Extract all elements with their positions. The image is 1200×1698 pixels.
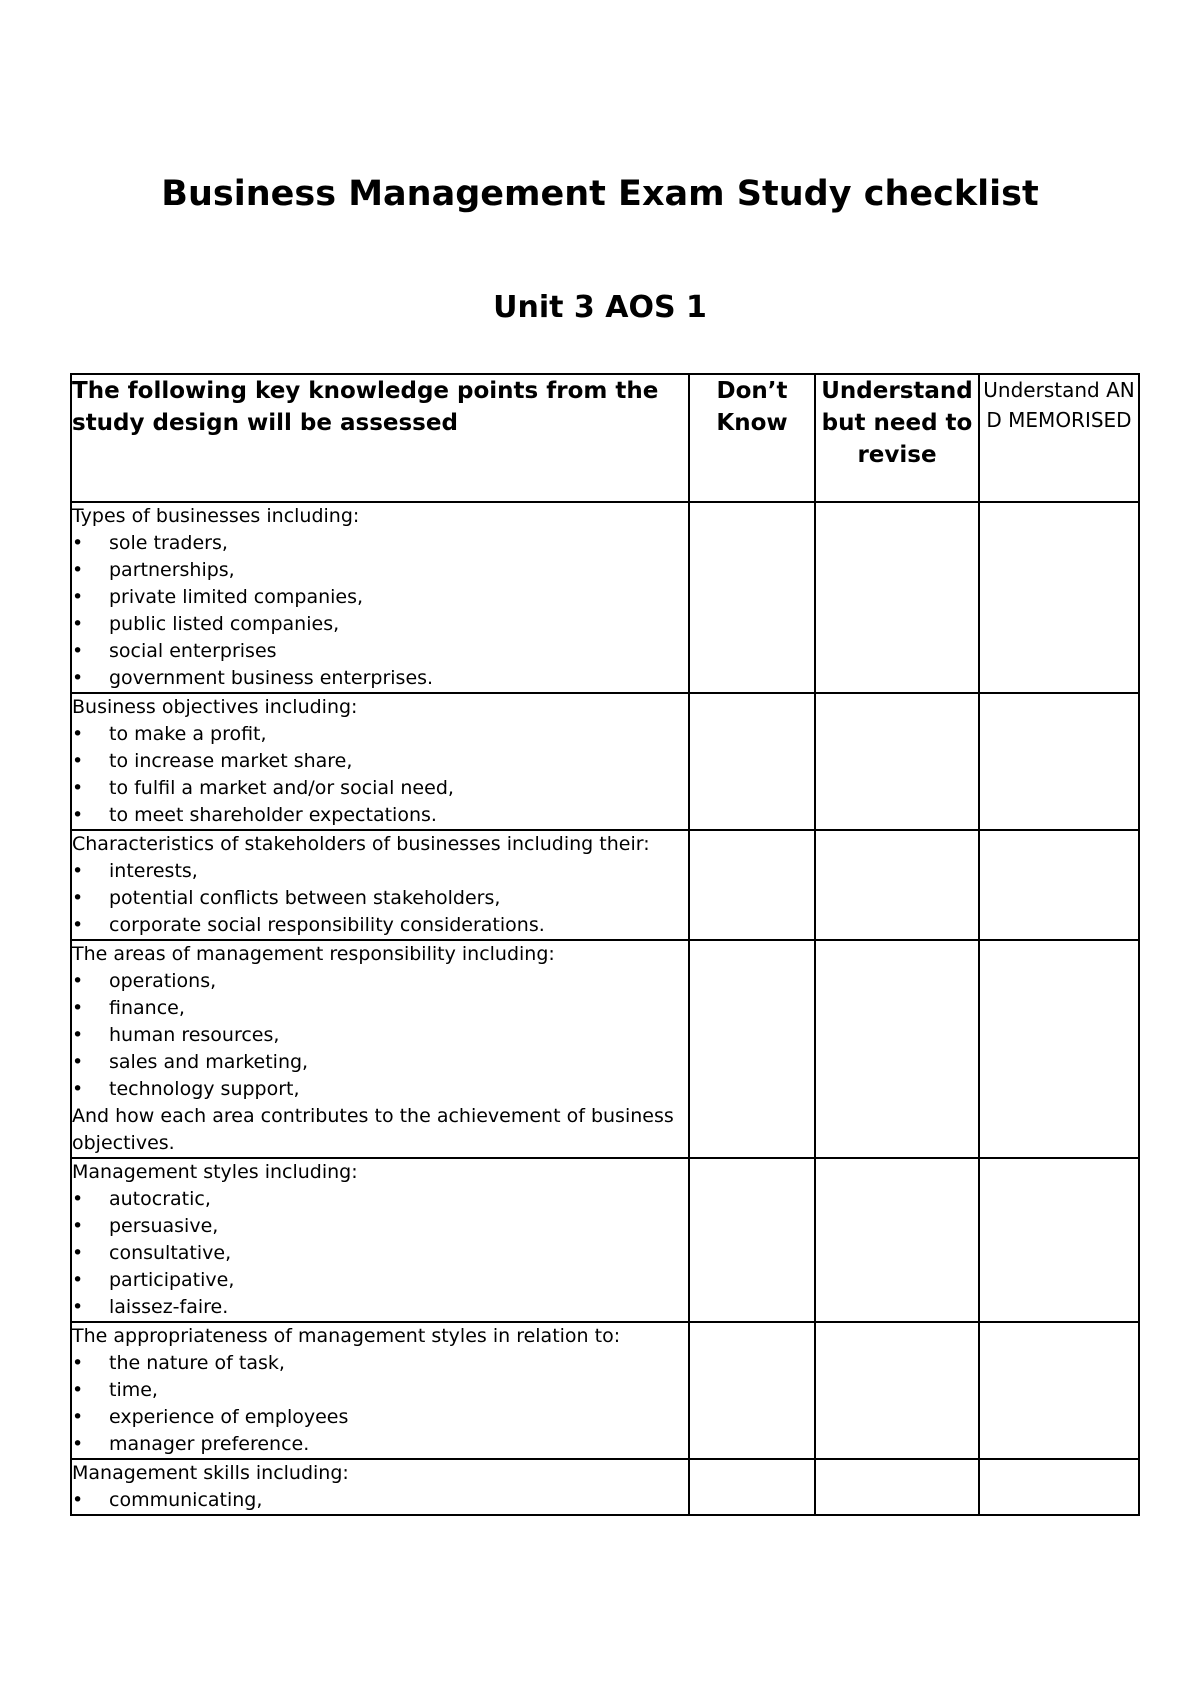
knowledge-point: • to fulfil a market and/or social need,	[72, 775, 688, 802]
topic-outro: And how each area contributes to the achievement of business objectives.	[72, 1105, 674, 1154]
knowledge-point: • social enterprises	[72, 638, 688, 665]
understand-memorised-checkbox-cell	[979, 1459, 1139, 1515]
knowledge-point-list	[72, 1350, 688, 1458]
topic-intro: The appropriateness of management styles in relation to:	[72, 1325, 621, 1347]
knowledge-point: • to increase market share,	[72, 748, 688, 775]
knowledge-point: • consultative,	[72, 1240, 688, 1267]
topic-intro: Types of businesses including:	[72, 505, 360, 527]
knowledge-point: • laissez-faire.	[72, 1294, 688, 1321]
knowledge-point: • potential conflicts between stakeholders,	[72, 885, 688, 912]
topic-cell	[71, 940, 689, 1158]
knowledge-point: • manager preference.	[72, 1431, 688, 1458]
topic-cell	[71, 1158, 689, 1322]
understand-revise-checkbox-cell	[815, 1322, 979, 1459]
knowledge-point: • government business enterprises.	[72, 665, 688, 692]
understand-revise-checkbox-cell	[815, 1158, 979, 1322]
knowledge-point: • technology support,	[72, 1076, 688, 1103]
knowledge-point: • interests,	[72, 858, 688, 885]
knowledge-point: • to meet shareholder expectations.	[72, 802, 688, 829]
knowledge-point: • participative,	[72, 1267, 688, 1294]
understand-revise-checkbox-cell	[815, 940, 979, 1158]
topic-cell	[71, 693, 689, 830]
understand-memorised-checkbox-cell	[979, 1158, 1139, 1322]
table-row	[71, 830, 1139, 940]
knowledge-point: • autocratic,	[72, 1186, 688, 1213]
understand-revise-checkbox-cell	[815, 1459, 979, 1515]
knowledge-point: • experience of employees	[72, 1404, 688, 1431]
knowledge-point: • sole traders,	[72, 530, 688, 557]
understand-memorised-checkbox-cell	[979, 830, 1139, 940]
topic-cell	[71, 1459, 689, 1515]
knowledge-point: • public listed companies,	[72, 611, 688, 638]
topic-intro: Business objectives including:	[72, 696, 358, 718]
knowledge-point: • private limited companies,	[72, 584, 688, 611]
document-title: Business Management Exam Study checklist	[161, 174, 1039, 214]
knowledge-point: • human resources,	[72, 1022, 688, 1049]
knowledge-point-list	[72, 721, 688, 829]
understand-revise-checkbox-cell	[815, 693, 979, 830]
knowledge-point: • to make a profit,	[72, 721, 688, 748]
knowledge-point-list	[72, 530, 688, 692]
understand-revise-checkbox-cell	[815, 502, 979, 693]
table-row	[71, 1158, 1139, 1322]
knowledge-point: • the nature of task,	[72, 1350, 688, 1377]
knowledge-point: • communicating,	[72, 1487, 688, 1514]
topic-cell	[71, 502, 689, 693]
knowledge-point: • partnerships,	[72, 557, 688, 584]
knowledge-point: • finance,	[72, 995, 688, 1022]
header-key-knowledge: The following key knowledge points from the study design will be assessed	[71, 374, 689, 502]
topic-cell	[71, 830, 689, 940]
knowledge-point-list	[72, 1186, 688, 1321]
topic-intro: The areas of management responsibility including:	[72, 943, 555, 965]
knowledge-point: • sales and marketing,	[72, 1049, 688, 1076]
topic-cell	[71, 1322, 689, 1459]
knowledge-point: • operations,	[72, 968, 688, 995]
header-dont-know: Don’t Know	[689, 374, 815, 502]
dont-know-checkbox-cell	[689, 693, 815, 830]
understand-memorised-checkbox-cell	[979, 1322, 1139, 1459]
dont-know-checkbox-cell	[689, 940, 815, 1158]
dont-know-checkbox-cell	[689, 830, 815, 940]
knowledge-point-list	[72, 968, 688, 1103]
header-understand-but-revise: Understand but need to revise	[815, 374, 979, 502]
table-header-row	[71, 374, 1139, 502]
dont-know-checkbox-cell	[689, 502, 815, 693]
study-checklist-table	[70, 373, 1140, 1516]
knowledge-point-list	[72, 858, 688, 939]
table-row	[71, 940, 1139, 1158]
header-understand-and-memorised: Understand AND MEMORISED	[979, 374, 1139, 502]
table-row	[71, 1322, 1139, 1459]
table-row	[71, 502, 1139, 693]
table-row	[71, 1459, 1139, 1515]
knowledge-point: • corporate social responsibility considerations.	[72, 912, 688, 939]
topic-intro: Characteristics of stakeholders of businesses including their:	[72, 833, 650, 855]
table-row	[71, 693, 1139, 830]
knowledge-point: • time,	[72, 1377, 688, 1404]
dont-know-checkbox-cell	[689, 1459, 815, 1515]
understand-memorised-checkbox-cell	[979, 693, 1139, 830]
checklist-body	[71, 502, 1139, 1515]
dont-know-checkbox-cell	[689, 1322, 815, 1459]
dont-know-checkbox-cell	[689, 1158, 815, 1322]
understand-revise-checkbox-cell	[815, 830, 979, 940]
document-subtitle: Unit 3 AOS 1	[493, 290, 707, 325]
understand-memorised-checkbox-cell	[979, 502, 1139, 693]
knowledge-point: • persuasive,	[72, 1213, 688, 1240]
topic-intro: Management styles including:	[72, 1161, 358, 1183]
topic-intro: Management skills including:	[72, 1462, 349, 1484]
knowledge-point-list	[72, 1487, 688, 1514]
understand-memorised-checkbox-cell	[979, 940, 1139, 1158]
